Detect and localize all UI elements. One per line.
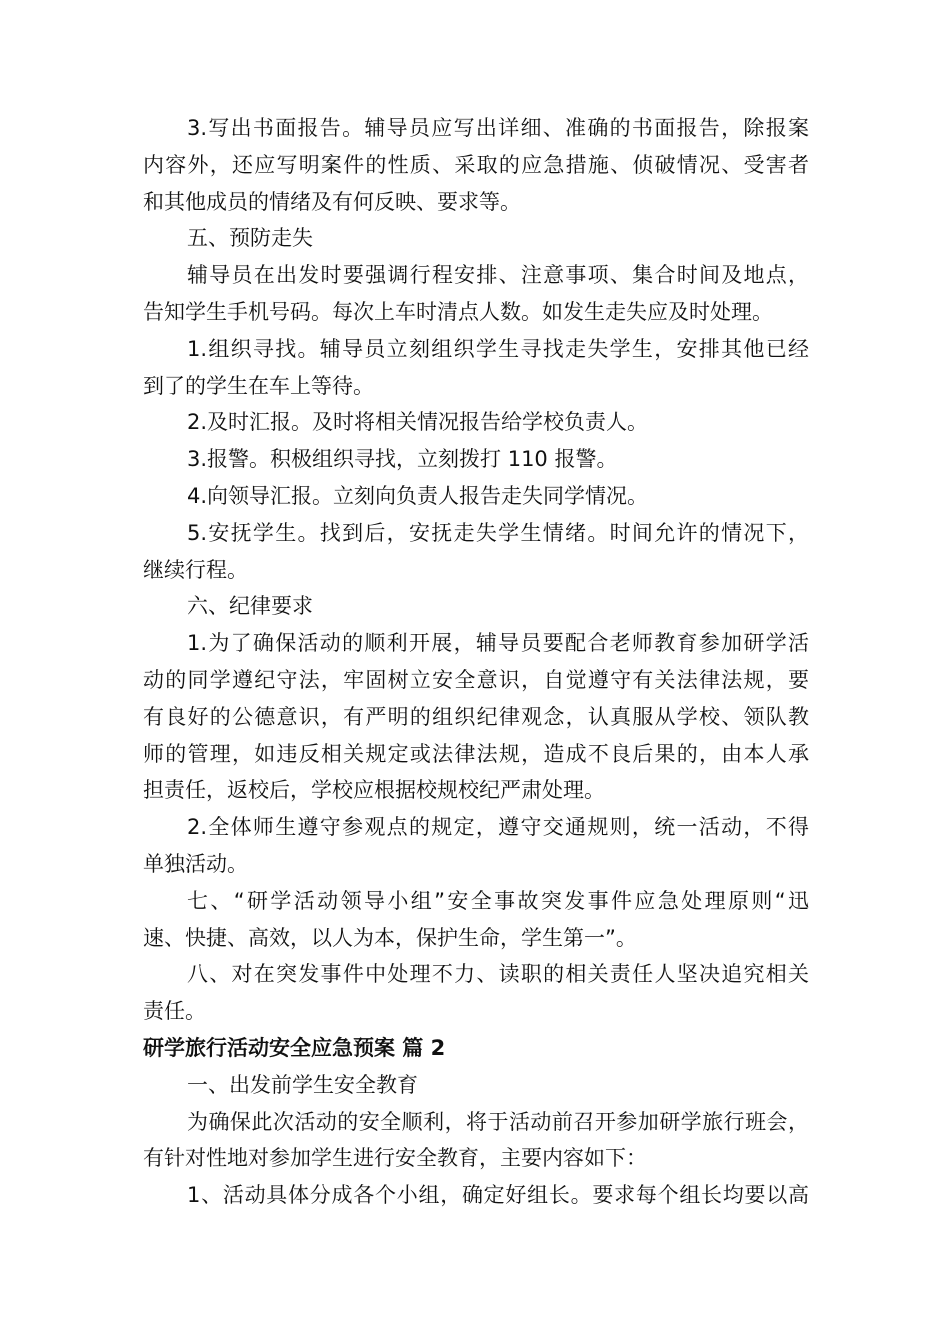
- text-line: 辅导员在出发时要强调行程安排、注意事项、集合时间及地点，: [187, 263, 809, 288]
- text-line: 为确保此次活动的安全顺利，将于活动前召开参加研学旅行班会，: [187, 1109, 809, 1134]
- text-line: 师的管理，如违反相关规定或法律法规，造成不良后果的，由本人承: [143, 741, 809, 766]
- text-line: 3.写出书面报告。辅导员应写出详细、准确的书面报告，除报案: [187, 116, 809, 140]
- text-line: 五、预防走失: [187, 226, 313, 251]
- text-line: 1.组织寻找。辅导员立刻组织学生寻找走失学生，安排其他已经: [187, 336, 809, 361]
- text-line: 2.全体师生遵守参观点的规定，遵守交通规则，统一活动，不得: [187, 815, 809, 840]
- text-line: 4.向领导汇报。立刻向负责人报告走失同学情况。: [187, 483, 649, 508]
- text-line: 动的同学遵纪守法，牢固树立安全意识，自觉遵守有关法律法规，要: [143, 667, 809, 692]
- text-line: 八、对在突发事件中处理不力、读职的相关责任人坚决追究相关: [187, 962, 809, 987]
- text-line: 告知学生手机号码。每次上车时清点人数。如发生走失应及时处理。: [143, 299, 773, 324]
- text-line: 继续行程。: [143, 557, 248, 582]
- text-line: 六、纪律要求: [187, 594, 313, 619]
- text-line: 有针对性地对参加学生进行安全教育，主要内容如下：: [143, 1146, 647, 1171]
- text-line: 一、出发前学生安全教育: [187, 1072, 418, 1097]
- section-heading: 研学旅行活动安全应急预案 篇 2: [143, 1035, 446, 1060]
- text-line: 和其他成员的情绪及有何反映、要求等。: [143, 189, 521, 214]
- text-line: 2.及时汇报。及时将相关情况报告给学校负责人。: [187, 410, 649, 435]
- text-line: 1.为了确保活动的顺利开展，辅导员要配合老师教育参加研学活: [187, 631, 809, 656]
- text-line: 5.安抚学生。找到后，安抚走失学生情绪。时间允许的情况下，: [187, 520, 809, 545]
- text-line: 内容外，还应写明案件的性质、采取的应急措施、侦破情况、受害者: [143, 152, 809, 177]
- text-line: 有良好的公德意识，有严明的组织纪律观念，认真服从学校、领队教: [143, 704, 809, 729]
- text-line: 单独活动。: [143, 851, 248, 876]
- document-page: [143, 110, 809, 1214]
- text-line: 到了的学生在车上等待。: [143, 373, 374, 398]
- text-line: 3.报警。积极组织寻找，立刻拨打 110 报警。: [187, 447, 618, 472]
- text-line: 七、“研学活动领导小组”安全事故突发事件应急处理原则“迅: [187, 888, 809, 913]
- text-line: 责任。: [143, 999, 206, 1024]
- text-line: 速、快捷、高效，以人为本，保护生命，学生第一”。: [143, 925, 637, 950]
- text-line: 1、活动具体分成各个小组，确定好组长。要求每个组长均要以高: [187, 1183, 809, 1208]
- text-line: 担责任，返校后，学校应根据校规校纪严肃处理。: [143, 778, 605, 803]
